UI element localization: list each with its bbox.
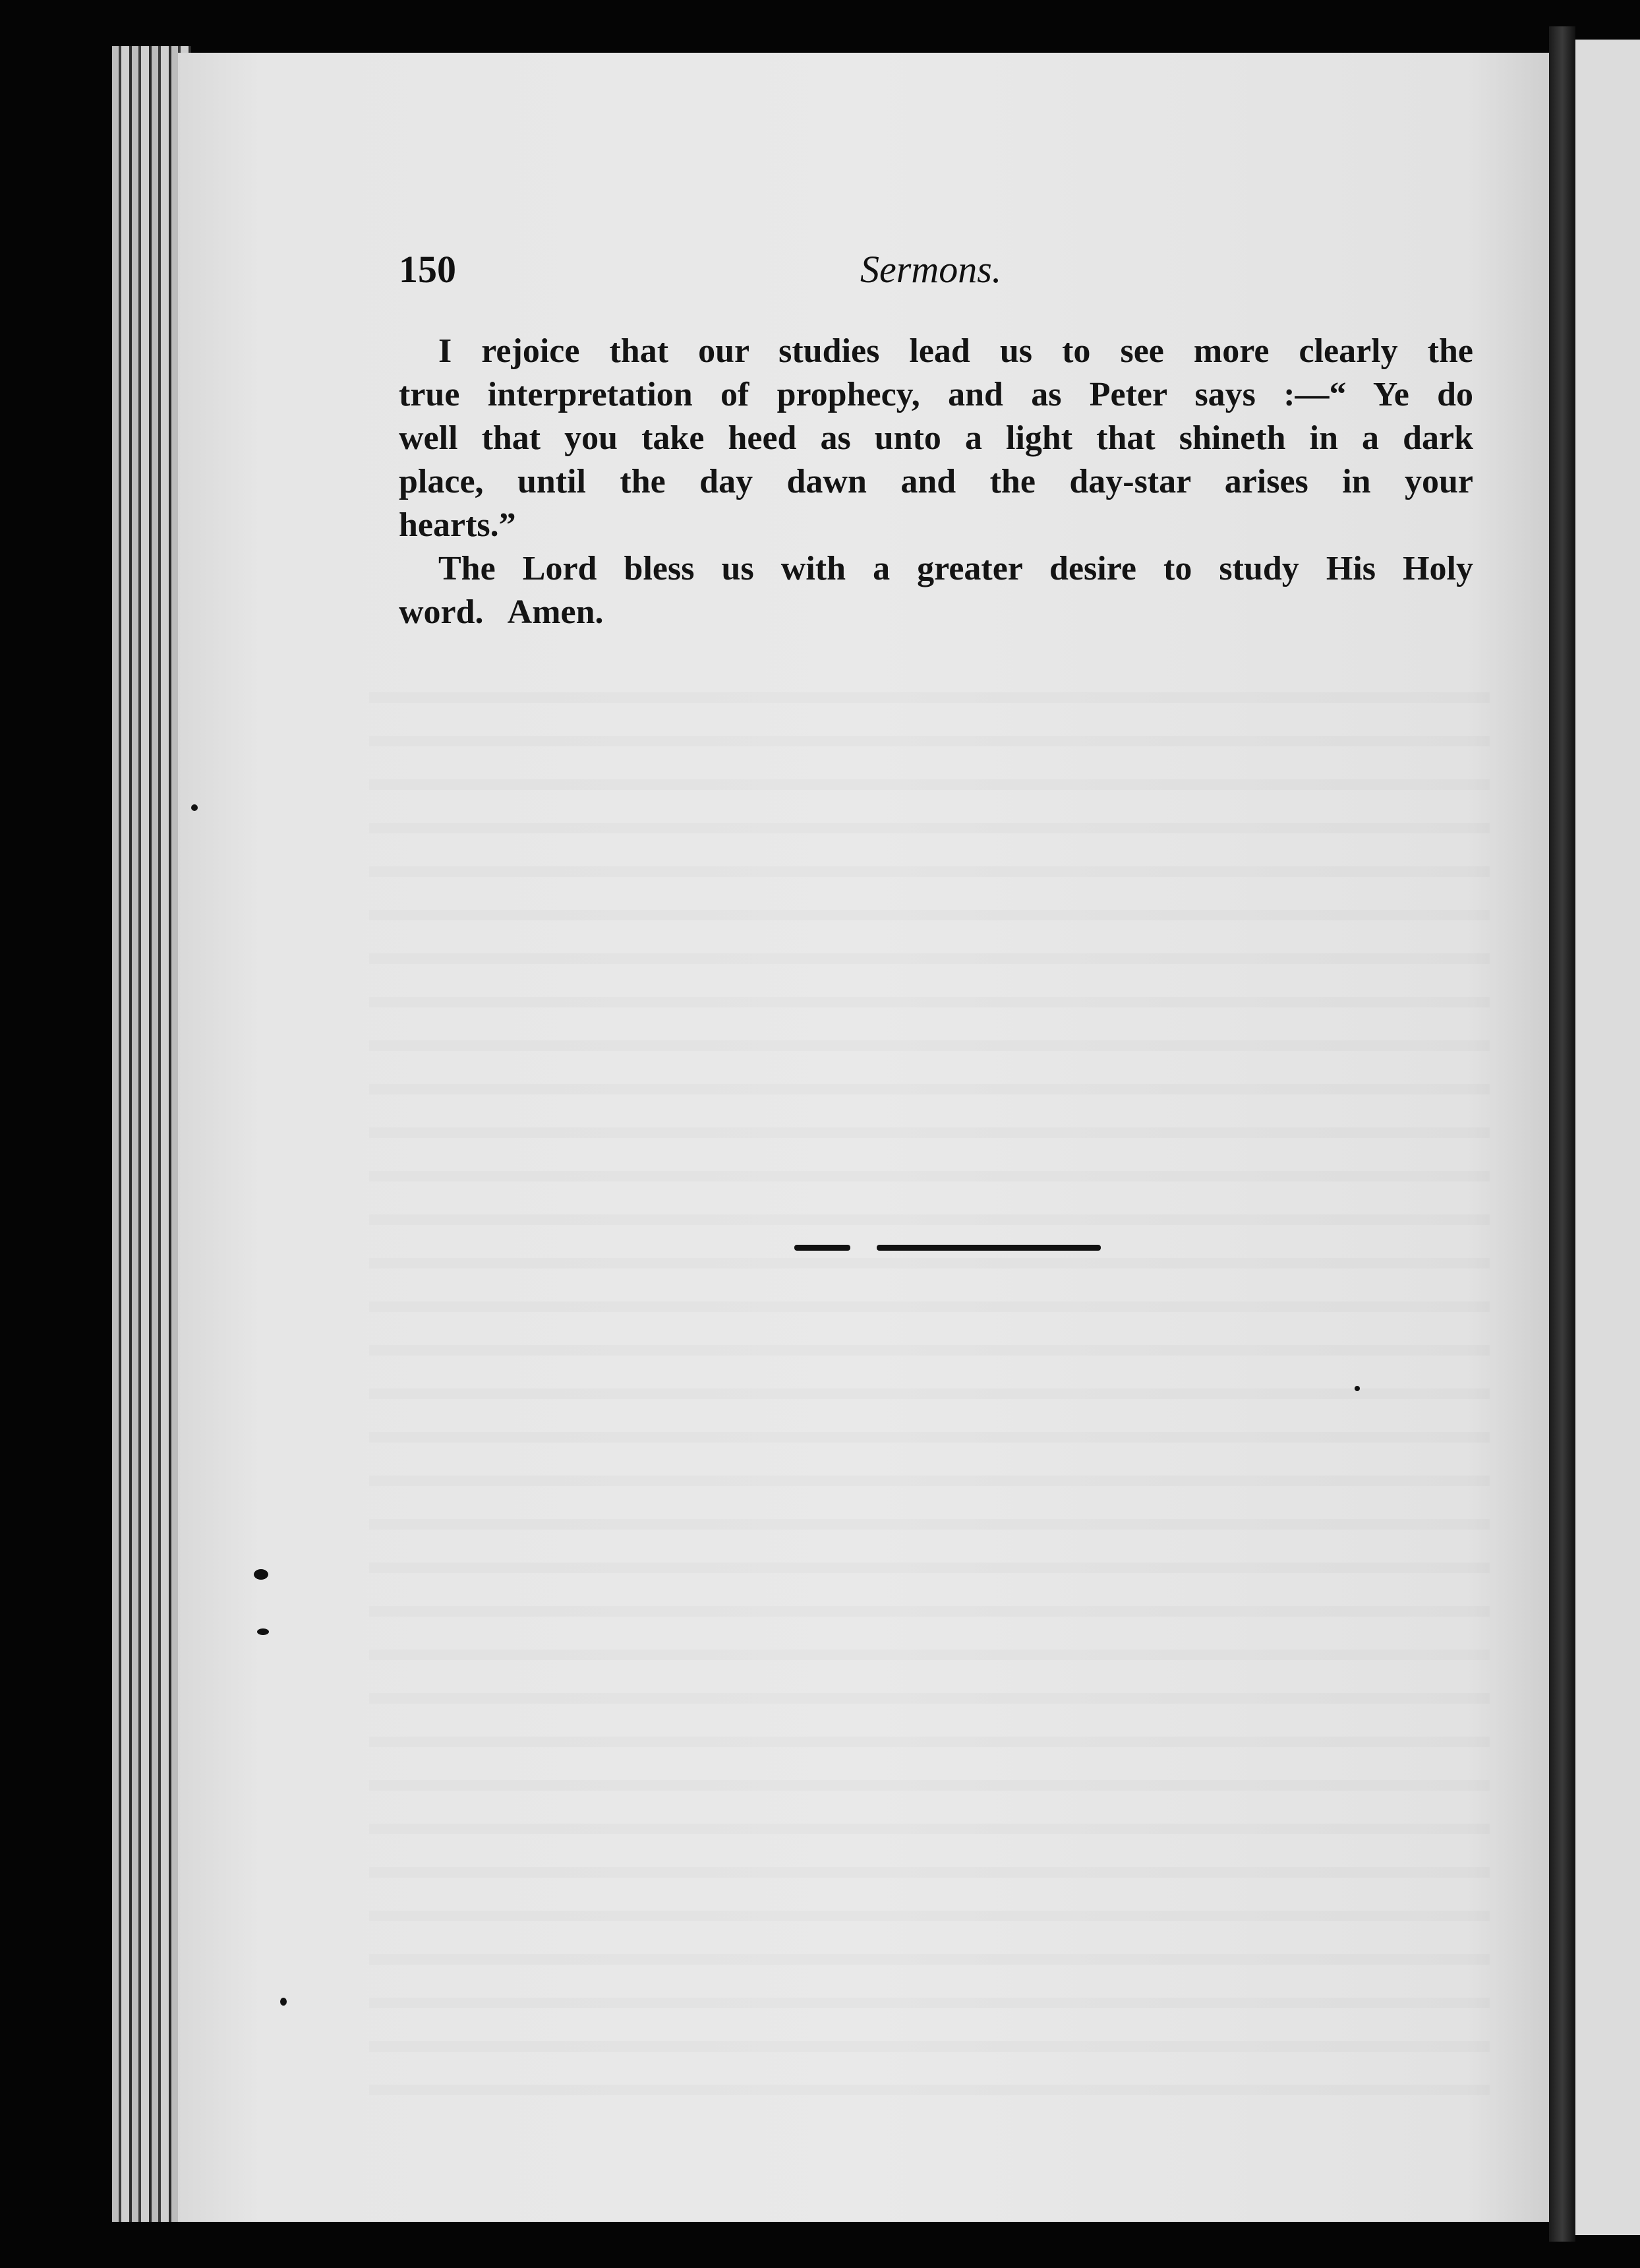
decorative-rule-short [794, 1245, 850, 1251]
page-header [399, 247, 1473, 300]
paragraph [399, 330, 1473, 547]
text-line: The Lord bless us with a greater desire to study His Holy [438, 550, 1473, 587]
ink-speck [254, 1569, 268, 1580]
text-line: I rejoice that our studies lead us to see more clearly the [438, 332, 1473, 370]
ink-speck [257, 1628, 269, 1635]
text-line: hearts.” [399, 506, 516, 544]
text-line: true interpretation of prophecy, and as Peter says :—“ Ye do [399, 376, 1473, 413]
text-line: well that you take heed as unto a light that shineth in a dark [399, 419, 1473, 457]
paragraph [399, 547, 1473, 634]
book-gutter [1549, 26, 1575, 2242]
running-head: Sermons. [860, 248, 1002, 291]
page-number: 150 [399, 248, 456, 291]
ink-speck [1355, 1386, 1360, 1391]
bleed-through-texture [369, 659, 1490, 2110]
ink-speck [191, 804, 198, 811]
facing-page-edge [1575, 40, 1640, 2235]
text-line: place, until the day dawn and the day-star arises in your [399, 463, 1473, 500]
ink-speck [280, 1998, 287, 2006]
decorative-rule-long [877, 1245, 1101, 1251]
text-line: word. Amen. [399, 593, 604, 631]
body-text [399, 330, 1473, 634]
